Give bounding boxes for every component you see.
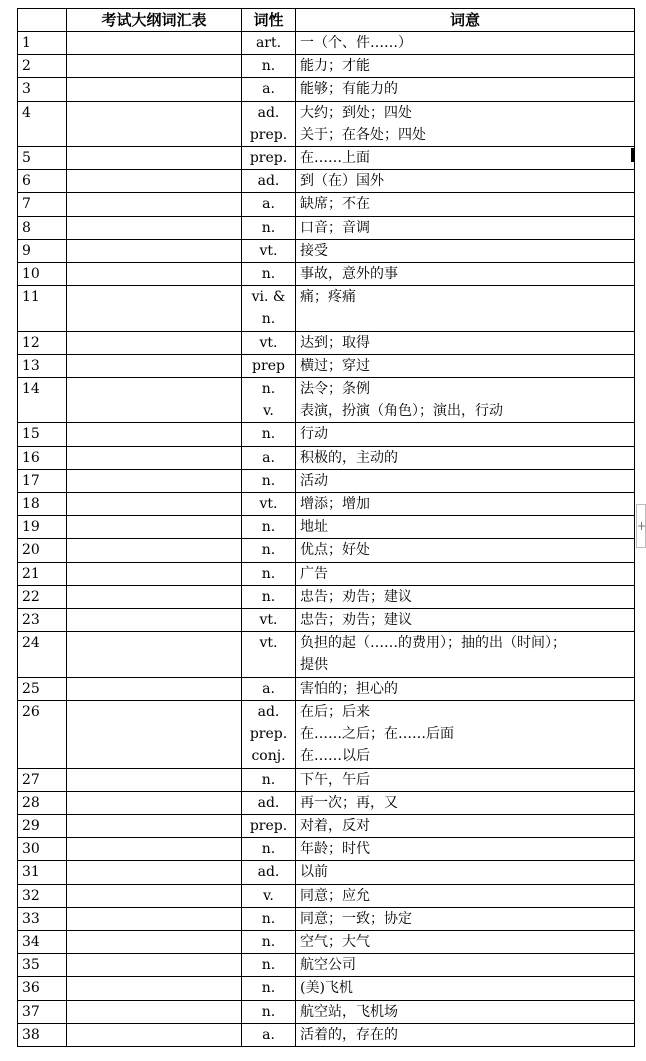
row-number: 8 (18, 216, 67, 239)
meaning-line: 表演，扮演（角色）；演出，行动 (300, 403, 503, 420)
row-number: 37 (18, 1000, 67, 1023)
meaning-line: 接受 (300, 242, 328, 259)
row-meaning (296, 423, 635, 446)
meaning-line: 缺席；不在 (300, 196, 370, 213)
meaning-line: 提供 (300, 657, 328, 674)
meaning-line: 在……上面 (300, 150, 370, 167)
row-part-of-speech (242, 216, 296, 239)
row-meaning (296, 493, 635, 516)
row-number: 24 (18, 632, 67, 677)
row-meaning (296, 239, 635, 262)
row-word-cell (67, 861, 242, 884)
header-word: 考试大纲词汇表 (67, 9, 242, 32)
meaning-line: 法令；条例 (300, 381, 370, 398)
row-meaning (296, 930, 635, 953)
part-of-speech-line: n. (261, 933, 276, 950)
row-word-cell (67, 1000, 242, 1023)
part-of-speech-line: n. (261, 58, 276, 75)
row-number: 26 (18, 700, 67, 768)
row-number: 33 (18, 907, 67, 930)
part-of-speech-line: a. (262, 680, 275, 697)
part-of-speech-line: n. (261, 910, 276, 927)
row-part-of-speech (242, 884, 296, 907)
table-row (18, 469, 635, 492)
row-number: 3 (18, 78, 67, 101)
row-word-cell (67, 814, 242, 837)
row-part-of-speech (242, 954, 296, 977)
row-word-cell (67, 977, 242, 1000)
row-word-cell (67, 446, 242, 469)
table-row (18, 216, 635, 239)
meaning-line: 再一次；再，又 (300, 794, 398, 811)
table-row (18, 907, 635, 930)
row-word-cell (67, 469, 242, 492)
meaning-line: 增添；增加 (300, 496, 370, 513)
row-meaning (296, 263, 635, 286)
meaning-line: 能力；才能 (300, 58, 370, 75)
row-number: 13 (18, 354, 67, 377)
part-of-speech-line: vt. (259, 635, 278, 652)
row-meaning (296, 193, 635, 216)
meaning-line: 航空公司 (300, 957, 356, 974)
meaning-line: 忠告；劝告；建议 (300, 588, 412, 605)
table-row (18, 861, 635, 884)
meaning-line: 能够；有能力的 (300, 81, 398, 98)
row-word-cell (67, 32, 242, 55)
row-meaning (296, 32, 635, 55)
part-of-speech-line: prep. (249, 726, 288, 743)
meaning-line: 空气；大气 (300, 933, 370, 950)
table-row (18, 1000, 635, 1023)
row-word-cell (67, 609, 242, 632)
row-part-of-speech (242, 286, 296, 331)
row-number: 12 (18, 331, 67, 354)
row-meaning (296, 216, 635, 239)
part-of-speech-line: a. (262, 1026, 275, 1043)
row-part-of-speech (242, 632, 296, 677)
row-part-of-speech (242, 609, 296, 632)
row-word-cell (67, 55, 242, 78)
row-word-cell (67, 193, 242, 216)
meaning-line: 活动 (300, 472, 328, 489)
table-row (18, 516, 635, 539)
row-part-of-speech (242, 331, 296, 354)
row-number: 30 (18, 838, 67, 861)
table-row (18, 286, 635, 331)
row-part-of-speech (242, 493, 296, 516)
row-word-cell (67, 216, 242, 239)
row-number: 28 (18, 791, 67, 814)
row-number: 18 (18, 493, 67, 516)
table-row (18, 239, 635, 262)
meaning-line: 对着，反对 (300, 817, 370, 834)
row-word-cell (67, 516, 242, 539)
row-word-cell (67, 677, 242, 700)
row-word-cell (67, 331, 242, 354)
row-number: 4 (18, 101, 67, 146)
row-number: 25 (18, 677, 67, 700)
row-meaning (296, 101, 635, 146)
row-part-of-speech (242, 101, 296, 146)
table-row (18, 170, 635, 193)
part-of-speech-line: n. (261, 565, 276, 582)
part-of-speech-line: prep. (249, 150, 288, 167)
row-number: 1 (18, 32, 67, 55)
part-of-speech-line: ad. (257, 864, 280, 881)
row-part-of-speech (242, 562, 296, 585)
part-of-speech-line: vi. & (251, 289, 286, 306)
vocabulary-table (17, 8, 635, 1047)
table-row (18, 930, 635, 953)
table-row (18, 562, 635, 585)
row-meaning (296, 331, 635, 354)
row-word-cell (67, 930, 242, 953)
row-meaning (296, 1000, 635, 1023)
row-word-cell (67, 378, 242, 423)
meaning-line: 地址 (300, 519, 328, 536)
table-row (18, 632, 635, 677)
table-row (18, 954, 635, 977)
row-word-cell (67, 884, 242, 907)
row-word-cell (67, 907, 242, 930)
row-number: 5 (18, 147, 67, 170)
part-of-speech-line: vt. (259, 612, 278, 629)
table-row (18, 609, 635, 632)
row-number: 17 (18, 469, 67, 492)
part-of-speech-line: n. (261, 841, 276, 858)
meaning-line: 同意；一致；协定 (300, 910, 412, 927)
row-part-of-speech (242, 1000, 296, 1023)
row-number: 20 (18, 539, 67, 562)
meaning-line: 优点；好处 (300, 542, 370, 559)
row-meaning (296, 469, 635, 492)
meaning-line: 大约；到处；四处 (300, 104, 412, 121)
row-marker-icon (630, 148, 636, 162)
row-meaning (296, 378, 635, 423)
part-of-speech-line: n. (261, 588, 276, 605)
meaning-line: 痛；疼痛 (300, 289, 356, 306)
meaning-line: 到（在）国外 (300, 173, 384, 190)
row-meaning (296, 516, 635, 539)
row-word-cell (67, 493, 242, 516)
row-word-cell (67, 263, 242, 286)
row-meaning (296, 609, 635, 632)
meaning-line: 在……以后 (300, 748, 370, 765)
part-of-speech-line: n. (261, 311, 276, 328)
row-part-of-speech (242, 585, 296, 608)
row-word-cell (67, 768, 242, 791)
part-of-speech-line: v. (263, 403, 274, 420)
part-of-speech-line: v. (263, 887, 274, 904)
row-part-of-speech (242, 170, 296, 193)
row-number: 31 (18, 861, 67, 884)
part-of-speech-line: prep. (249, 817, 288, 834)
table-row (18, 378, 635, 423)
row-part-of-speech (242, 1023, 296, 1046)
meaning-line: 年龄；时代 (300, 841, 370, 858)
row-meaning (296, 884, 635, 907)
part-of-speech-line: vt. (259, 242, 278, 259)
meaning-line: 广告 (300, 565, 328, 582)
row-part-of-speech (242, 838, 296, 861)
row-number: 32 (18, 884, 67, 907)
table-row (18, 585, 635, 608)
row-meaning (296, 768, 635, 791)
row-meaning (296, 838, 635, 861)
row-part-of-speech (242, 700, 296, 768)
row-word-cell (67, 239, 242, 262)
table-row (18, 677, 635, 700)
row-part-of-speech (242, 768, 296, 791)
row-part-of-speech (242, 977, 296, 1000)
row-part-of-speech (242, 907, 296, 930)
meaning-line: 在后；后来 (300, 703, 370, 720)
row-word-cell (67, 354, 242, 377)
row-meaning (296, 170, 635, 193)
part-of-speech-line: n. (261, 219, 276, 236)
meaning-line: 忠告；劝告；建议 (300, 612, 412, 629)
row-word-cell (67, 585, 242, 608)
table-row (18, 493, 635, 516)
row-number: 21 (18, 562, 67, 585)
row-number: 2 (18, 55, 67, 78)
row-meaning (296, 562, 635, 585)
table-row (18, 700, 635, 768)
part-of-speech-line: ad. (257, 104, 280, 121)
row-part-of-speech (242, 814, 296, 837)
header-meaning: 词意 (296, 9, 635, 32)
table-row (18, 791, 635, 814)
table-row (18, 263, 635, 286)
row-number: 34 (18, 930, 67, 953)
part-of-speech-line: a. (262, 449, 275, 466)
table-row (18, 147, 635, 170)
row-number: 14 (18, 378, 67, 423)
table-row (18, 32, 635, 55)
part-of-speech-line: n. (261, 1003, 276, 1020)
table-row (18, 78, 635, 101)
row-word-cell (67, 838, 242, 861)
row-part-of-speech (242, 516, 296, 539)
part-of-speech-line: a. (262, 81, 275, 98)
row-part-of-speech (242, 423, 296, 446)
table-row (18, 814, 635, 837)
part-of-speech-line: prep. (249, 126, 288, 143)
meaning-line: 行动 (300, 426, 328, 443)
row-number: 11 (18, 286, 67, 331)
row-number: 10 (18, 263, 67, 286)
meaning-line: 事故，意外的事 (300, 266, 398, 283)
part-of-speech-line: n. (261, 980, 276, 997)
meaning-line: 以前 (300, 864, 328, 881)
part-of-speech-line: n. (261, 381, 276, 398)
table-row (18, 55, 635, 78)
row-meaning (296, 55, 635, 78)
row-word-cell (67, 170, 242, 193)
table-row (18, 1023, 635, 1046)
row-meaning (296, 78, 635, 101)
meaning-line: 关于；在各处；四处 (300, 126, 426, 143)
row-part-of-speech (242, 78, 296, 101)
part-of-speech-line: n. (261, 266, 276, 283)
row-part-of-speech (242, 263, 296, 286)
meaning-line: 负担的起（……的费用）；抽的出（时间）； (300, 635, 566, 652)
row-number: 27 (18, 768, 67, 791)
meaning-line: 同意；应允 (300, 887, 370, 904)
row-number: 35 (18, 954, 67, 977)
plus-handle-icon[interactable] (636, 504, 646, 548)
row-number: 22 (18, 585, 67, 608)
row-number: 29 (18, 814, 67, 837)
part-of-speech-line: conj. (251, 748, 286, 765)
table-header-row (18, 9, 635, 32)
row-meaning (296, 585, 635, 608)
row-meaning (296, 286, 635, 331)
row-meaning (296, 1023, 635, 1046)
row-word-cell (67, 539, 242, 562)
part-of-speech-line: n. (261, 771, 276, 788)
part-of-speech-line: ad. (257, 794, 280, 811)
row-meaning (296, 791, 635, 814)
row-meaning (296, 700, 635, 768)
row-number: 9 (18, 239, 67, 262)
row-meaning (296, 907, 635, 930)
row-number: 23 (18, 609, 67, 632)
part-of-speech-line: n. (261, 542, 276, 559)
row-part-of-speech (242, 55, 296, 78)
row-word-cell (67, 700, 242, 768)
part-of-speech-line: vt. (259, 334, 278, 351)
meaning-line: 口音；音调 (300, 219, 370, 236)
part-of-speech-line: ad. (257, 703, 280, 720)
row-part-of-speech (242, 239, 296, 262)
table-row (18, 331, 635, 354)
row-word-cell (67, 1023, 242, 1046)
row-part-of-speech (242, 930, 296, 953)
part-of-speech-line: a. (262, 196, 275, 213)
part-of-speech-line: ad. (257, 173, 280, 190)
row-part-of-speech (242, 861, 296, 884)
table-row (18, 539, 635, 562)
row-meaning (296, 954, 635, 977)
meaning-line: 活着的，存在的 (300, 1026, 398, 1043)
meaning-line: 达到；取得 (300, 334, 370, 351)
row-meaning (296, 446, 635, 469)
part-of-speech-line: prep (252, 357, 285, 374)
row-part-of-speech (242, 378, 296, 423)
row-meaning (296, 147, 635, 170)
part-of-speech-line: n. (261, 957, 276, 974)
row-word-cell (67, 286, 242, 331)
header-part-of-speech: 词性 (242, 9, 296, 32)
meaning-line: (美)飞机 (300, 980, 353, 997)
table-body (18, 32, 635, 1047)
row-word-cell (67, 562, 242, 585)
meaning-line: 害怕的；担心的 (300, 680, 398, 697)
row-word-cell (67, 791, 242, 814)
row-number: 15 (18, 423, 67, 446)
row-word-cell (67, 147, 242, 170)
row-part-of-speech (242, 469, 296, 492)
meaning-line: 横过；穿过 (300, 357, 370, 374)
row-meaning (296, 861, 635, 884)
row-word-cell (67, 954, 242, 977)
row-number: 6 (18, 170, 67, 193)
row-number: 38 (18, 1023, 67, 1046)
row-number: 36 (18, 977, 67, 1000)
row-part-of-speech (242, 147, 296, 170)
meaning-line: 下午，午后 (300, 771, 370, 788)
row-word-cell (67, 78, 242, 101)
row-part-of-speech (242, 446, 296, 469)
row-word-cell (67, 423, 242, 446)
row-word-cell (67, 632, 242, 677)
table-row (18, 354, 635, 377)
meaning-line: 在……之后；在……后面 (300, 726, 454, 743)
row-part-of-speech (242, 677, 296, 700)
row-meaning (296, 539, 635, 562)
row-part-of-speech (242, 539, 296, 562)
table-row (18, 423, 635, 446)
table-row (18, 884, 635, 907)
table-row (18, 768, 635, 791)
part-of-speech-line: vt. (259, 496, 278, 513)
table-row (18, 193, 635, 216)
row-number: 19 (18, 516, 67, 539)
table-row (18, 446, 635, 469)
meaning-line: 一（个、件……） (300, 35, 412, 51)
part-of-speech-line: n. (261, 426, 276, 443)
row-meaning (296, 814, 635, 837)
part-of-speech-line: n. (261, 519, 276, 536)
part-of-speech-line: art. (255, 35, 282, 51)
row-meaning (296, 354, 635, 377)
row-meaning (296, 677, 635, 700)
table-row (18, 101, 635, 146)
meaning-line: 航空站，飞机场 (300, 1003, 398, 1020)
row-part-of-speech (242, 193, 296, 216)
row-meaning (296, 977, 635, 1000)
row-number: 16 (18, 446, 67, 469)
row-word-cell (67, 101, 242, 146)
part-of-speech-line: n. (261, 472, 276, 489)
meaning-line: 积极的，主动的 (300, 449, 398, 466)
row-meaning (296, 632, 635, 677)
row-part-of-speech (242, 354, 296, 377)
row-part-of-speech (242, 791, 296, 814)
table-row (18, 977, 635, 1000)
row-part-of-speech (242, 32, 296, 55)
table-row (18, 838, 635, 861)
row-number: 7 (18, 193, 67, 216)
header-number (18, 9, 67, 32)
